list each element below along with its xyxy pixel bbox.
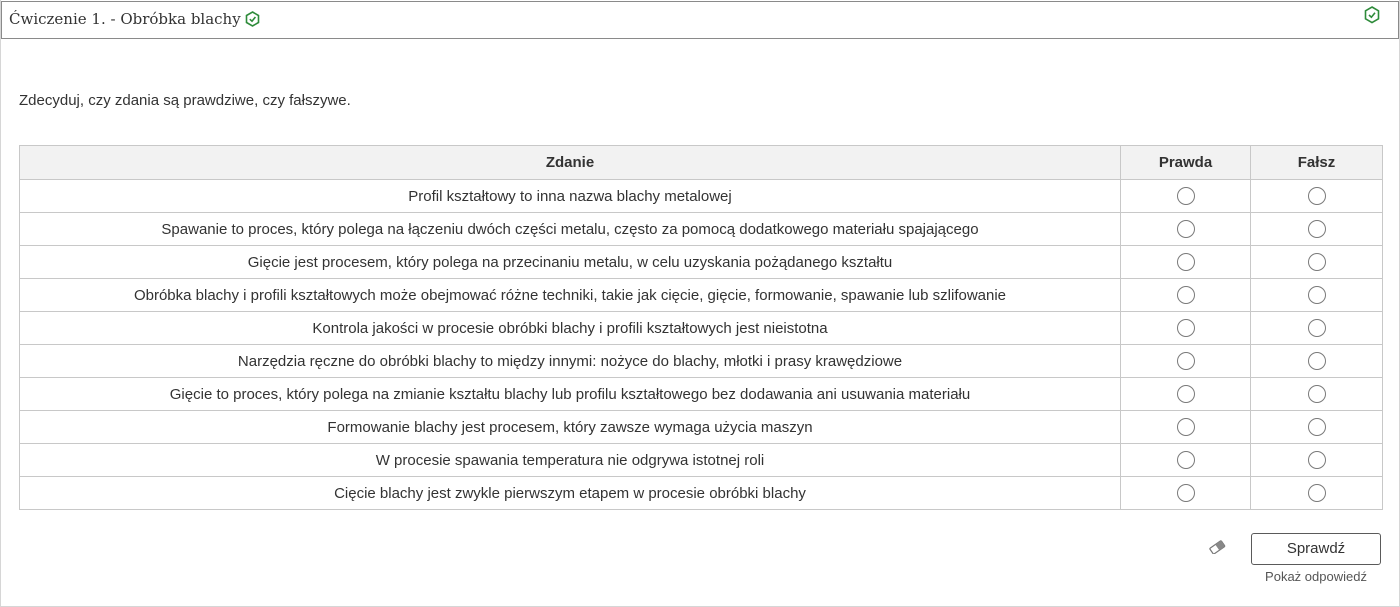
radio-false[interactable] (1308, 451, 1326, 469)
table-row (20, 378, 1383, 411)
statement-text: Obróbka blachy i profili kształtowych może obejmować różne techniki, takie jak cięcie, gięcie, formowanie, spawanie lub szlifowanie (20, 279, 1121, 312)
radio-true[interactable] (1177, 418, 1195, 436)
radio-false[interactable] (1308, 187, 1326, 205)
statement-text: Gięcie jest procesem, który polega na przecinaniu metalu, w celu uzyskania pożądanego kształtu (20, 246, 1121, 279)
radio-false[interactable] (1308, 319, 1326, 337)
radio-false[interactable] (1308, 253, 1326, 271)
radio-false[interactable] (1308, 418, 1326, 436)
table-row (20, 411, 1383, 444)
radio-true[interactable] (1177, 220, 1195, 238)
false-cell (1251, 411, 1383, 444)
radio-false[interactable] (1308, 385, 1326, 403)
statement-text: Kontrola jakości w procesie obróbki blachy i profili kształtowych jest nieistotna (20, 312, 1121, 345)
radio-true[interactable] (1177, 451, 1195, 469)
true-cell (1121, 213, 1251, 246)
hexagon-check-icon (1364, 6, 1380, 29)
statement-text: Cięcie blachy jest zwykle pierwszym etapem w procesie obróbki blachy (20, 477, 1121, 510)
false-cell (1251, 213, 1383, 246)
radio-true[interactable] (1177, 484, 1195, 502)
true-cell (1121, 477, 1251, 510)
statement-text: Narzędzia ręczne do obróbki blachy to między innymi: nożyce do blachy, młotki i prasy krawędziowe (20, 345, 1121, 378)
false-cell (1251, 378, 1383, 411)
statement-text: Profil kształtowy to inna nazwa blachy metalowej (20, 180, 1121, 213)
true-cell (1121, 411, 1251, 444)
radio-true[interactable] (1177, 286, 1195, 304)
true-cell (1121, 345, 1251, 378)
table-row (20, 246, 1383, 279)
table-row (20, 444, 1383, 477)
check-button[interactable]: Sprawdź (1251, 533, 1381, 565)
exercise-header (1, 1, 1399, 39)
table-row (20, 345, 1383, 378)
instruction-text: Zdecyduj, czy zdania są prawdziwe, czy fałszywe. (19, 92, 351, 109)
eraser-icon[interactable] (1208, 540, 1226, 559)
radio-true[interactable] (1177, 319, 1195, 337)
true-cell (1121, 444, 1251, 477)
radio-false[interactable] (1308, 352, 1326, 370)
false-cell (1251, 180, 1383, 213)
show-answer-link[interactable]: Pokaż odpowiedź (1265, 569, 1367, 584)
radio-false[interactable] (1308, 220, 1326, 238)
hexagon-check-icon (245, 11, 260, 31)
radio-true[interactable] (1177, 187, 1195, 205)
statement-text: Formowanie blachy jest procesem, który zawsze wymaga użycia maszyn (20, 411, 1121, 444)
radio-true[interactable] (1177, 352, 1195, 370)
false-cell (1251, 444, 1383, 477)
radio-true[interactable] (1177, 253, 1195, 271)
table-header-row (20, 146, 1383, 180)
statement-text: W procesie spawania temperatura nie odgrywa istotnej roli (20, 444, 1121, 477)
true-false-table (19, 145, 1383, 510)
column-header-sentence: Zdanie (20, 146, 1121, 180)
exercise-title-text: Ćwiczenie 1. - Obróbka blachy (9, 10, 241, 28)
false-cell (1251, 345, 1383, 378)
column-header-true: Prawda (1121, 146, 1251, 180)
radio-true[interactable] (1177, 385, 1195, 403)
statement-text: Spawanie to proces, który polega na łączeniu dwóch części metalu, często za pomocą dodatkowego materiału spajającego (20, 213, 1121, 246)
column-header-false: Fałsz (1251, 146, 1383, 180)
true-cell (1121, 246, 1251, 279)
true-cell (1121, 279, 1251, 312)
radio-false[interactable] (1308, 286, 1326, 304)
table-row (20, 279, 1383, 312)
false-cell (1251, 312, 1383, 345)
true-cell (1121, 378, 1251, 411)
false-cell (1251, 246, 1383, 279)
table-row (20, 477, 1383, 510)
false-cell (1251, 477, 1383, 510)
table-row (20, 180, 1383, 213)
true-cell (1121, 180, 1251, 213)
table-row (20, 213, 1383, 246)
exercise-title (9, 10, 260, 31)
table-row (20, 312, 1383, 345)
radio-false[interactable] (1308, 484, 1326, 502)
statement-text: Gięcie to proces, który polega na zmianie kształtu blachy lub profilu kształtowego bez dodawania ani usuwania materiału (20, 378, 1121, 411)
true-cell (1121, 312, 1251, 345)
false-cell (1251, 279, 1383, 312)
